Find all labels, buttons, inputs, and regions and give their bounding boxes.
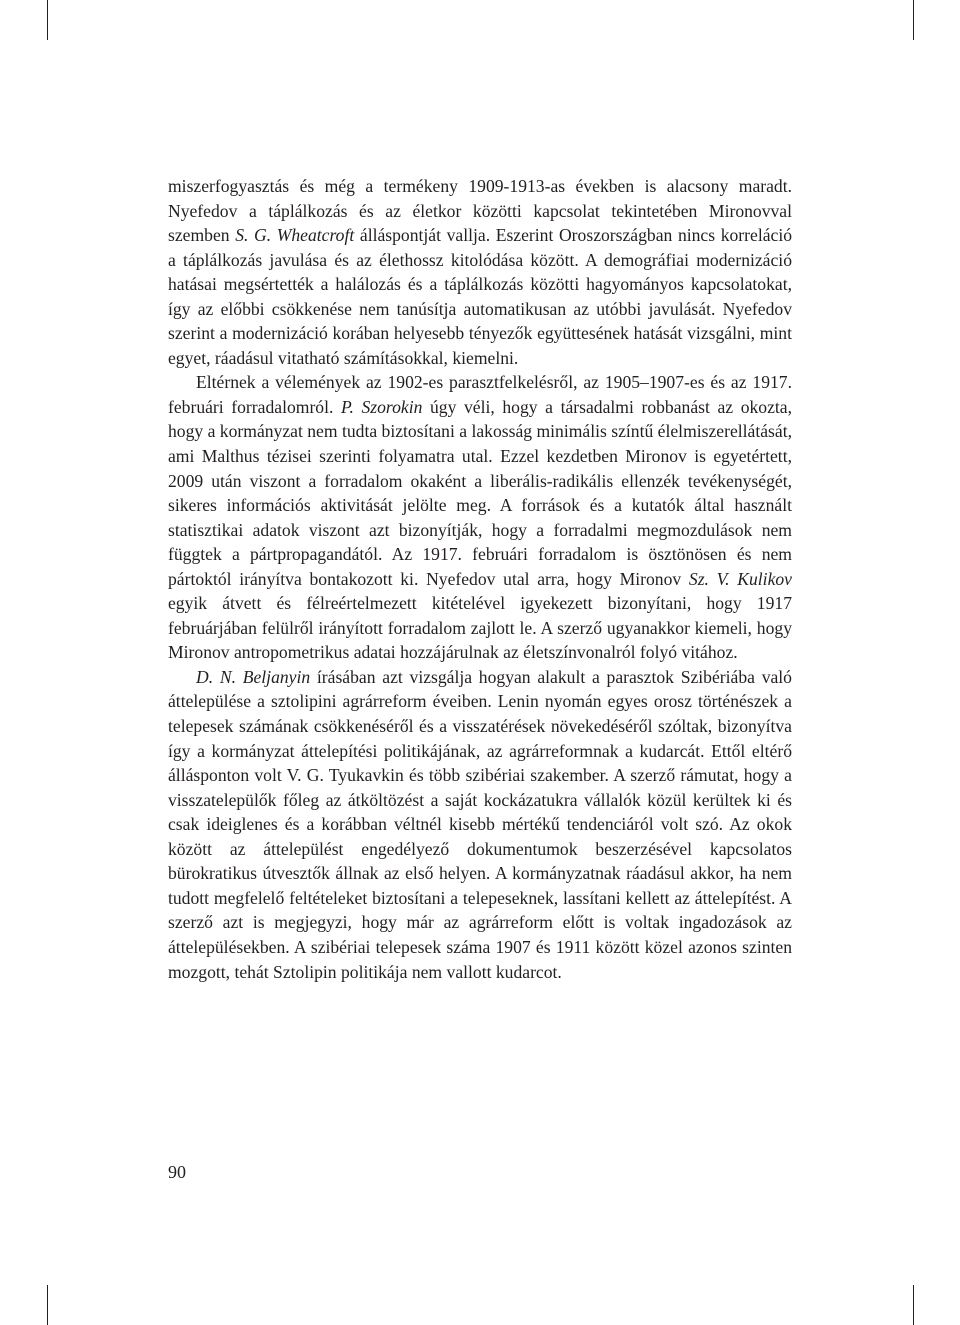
paragraph bbox=[168, 370, 792, 665]
crop-mark-top-left bbox=[47, 0, 48, 40]
page-number: 90 bbox=[168, 1162, 186, 1182]
paragraph bbox=[168, 665, 792, 984]
crop-mark-top-right bbox=[913, 0, 914, 40]
text-run: egyik átvett és félreértelmezett kitételével igyekezett bizonyítani, hogy 1917 februárjában felülről irányított forradalom zajlott le. A szerző ugyanakkor kiemeli, hogy Mironov antropometrikus adatai hozzájárulnak az életszínvonalról folyó vitához. bbox=[168, 593, 792, 663]
italic-name-run: Sz. V. Kulikov bbox=[688, 568, 792, 589]
paragraph bbox=[168, 174, 792, 370]
crop-mark-bottom-right bbox=[913, 1285, 914, 1325]
text-run: úgy véli, hogy a társadalmi robbanást az okozta, hogy a kormányzat nem tudta biztosítani a lakosság minimális színtű élelmiszerellátását, ami Malthus tézisei szerinti folyamatra utal. Ezzel kezdetben Mironov is egyetértett, 2009 után viszont a forradalom okaként a liberális-radikális ellenzék tevékenységét, sikeres információs aktivitását jelölte meg. A források és a kutatók által használt statisztikai adatok viszont azt bizonyítják, hogy a forradalmi megmozdulások nem függtek a pártpropagandától. Az 1917. februári forradalom is ösztönösen és nem pártoktól irányítva bontakozott ki. Nyefedov utal arra, hogy Mironov bbox=[168, 396, 792, 589]
italic-name-run: D. N. Beljanyin bbox=[196, 666, 311, 687]
text-run: álláspontját vallja. Eszerint Oroszországban nincs korreláció a táplálkozás javulása és az élethossz kitolódása között. A demográfiai modernizáció hatásai megsértették a halálozás és a táplálkozás közötti hagyományos kapcsolatokat, így az előbbi csökkenése nem tanúsítja automatikusan az utóbbi javulását. Nyefedov szerint a modernizáció korában helyesebb tényezők együttesének hatását vizsgálni, mint egyet, ráadásul vitatható számításokkal, kiemelni. bbox=[168, 225, 793, 368]
body-text bbox=[168, 174, 792, 984]
text-run: miszerfogyasztás és még a termékeny 1909-1913-as években is alacsony maradt. Nyefedov a táplálkozás és az életkor közötti kapcsolat tekintetében Mironovval szemben bbox=[168, 176, 792, 246]
text-run: Eltérnek a vélemények az 1902-es parasztfelkelésről, az 1905–1907-es és az 1917. februári forradalomról. bbox=[168, 372, 792, 417]
italic-name-run: P. Szorokin bbox=[341, 396, 423, 417]
crop-mark-bottom-left bbox=[47, 1285, 48, 1325]
italic-name-run: S. G. Wheatcroft bbox=[235, 225, 355, 246]
text-run: írásában azt vizsgálja hogyan alakult a parasztok Szibériába való áttelepülése a sztolipini agrárreform éveiben. Lenin nyomán egyes orosz történészek a telepesek számának csökkenéséről és a visszatérések növekedéséről szóltak, bizonyítva így a kormányzat áttelepítési politikájának, az agrárreformnak a kudarcát. Ettől eltérő állásponton volt V. G. Tyukavkin és több szibériai szakember. A szerző rámutat, hogy a visszatelepülők főleg az átköltözést a saját kockázatukra vállalók közül kerültek ki és csak ideiglenes és a korábban véltnél kisebb mértékű tendenciáról volt szó. Az okok között az áttelepülést engedélyező dokumentumok beszerzésével kapcsolatos bürokratikus útvesztők állnak az első helyen. A kormányzatnak ráadásul akkor, ha nem tudott megfelelő feltételeket biztosítani a telepeseknek, lassítani kellett az áttelepítést. A szerző azt is megjegyzi, hogy már az agrárreform előtt is voltak ingadozások az áttelepülésekben. A szibériai telepesek száma 1907 és 1911 között közel azonos szinten mozgott, tehát Sztolipin politikája nem vallott kudarcot. bbox=[168, 666, 792, 982]
